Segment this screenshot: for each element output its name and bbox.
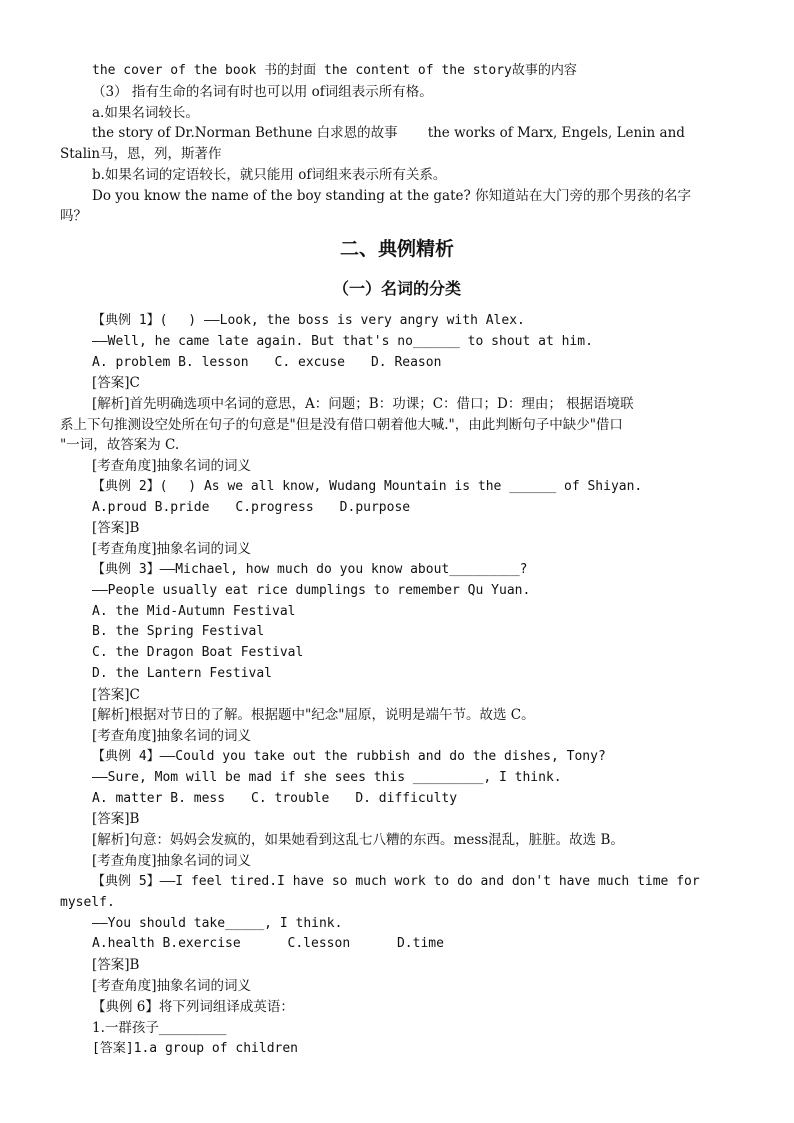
text-line: Do you know the name of the boy standing at the gate? 你知道站在大门旁的那个男孩的名字 (92, 188, 692, 204)
example-explanation: "一词，故答案为 C. (60, 437, 180, 453)
example-angle: [考查角度]抽象名词的词义 (92, 541, 252, 557)
example-option: C. the Dragon Boat Festival (92, 645, 304, 660)
example-dialogue: ——People usually eat rice dumplings to remember Qu Yuan. (92, 583, 531, 598)
example-answer: [答案]C (92, 687, 140, 703)
example-question: 【典例 2】( ) As we all know, Wudang Mountain is the ______ of Shiyan. (92, 479, 643, 494)
example-dialogue: ——Well, he came late again. But that's no______ to shout at him. (92, 334, 593, 349)
example-answer: [答案]B (92, 957, 140, 973)
example-explanation: 系上下句推测设空处所在句子的句意是"但是没有借口朝着他大喊."，由此判断句子中缺少"借口 (60, 417, 623, 433)
example-answer: [答案]B (92, 811, 140, 827)
example-answer: [答案]1.a group of children (92, 1041, 299, 1056)
example-question: 【典例 3】——Michael, how much do you know about_________? (92, 562, 528, 577)
example-options: A. problem B. lesson C. excuse D. Reason (92, 355, 442, 370)
text-line: the cover of the book 书的封面 the content of the story故事的内容 (92, 63, 577, 78)
example-explanation: [解析]句意：妈妈会发疯的，如果她看到这乱七八糟的东西。mess混乱，脏脏。故选 B。 (92, 832, 624, 848)
text-line: a.如果名词较长。 (92, 105, 199, 121)
example-question: myself. (60, 895, 115, 910)
example-angle: [考查角度]抽象名词的词义 (92, 458, 252, 474)
text-line: 吗？ (60, 208, 87, 224)
section-title: 二、典例精析 (339, 238, 454, 260)
example-question: 1.一群孩子__________ (92, 1020, 227, 1036)
example-option: D. the Lantern Festival (92, 666, 273, 681)
text-segment: the works of Marx, Engels, Lenin and (427, 125, 685, 141)
example-question: 【典例 6】将下列词组译成英语： (92, 999, 294, 1015)
example-options: A. matter B. mess C. trouble D. difficulty (92, 791, 458, 806)
example-angle: [考查角度]抽象名词的词义 (92, 728, 252, 744)
example-options: A.proud B.pride C.progress D.purpose (92, 500, 411, 515)
text-line (0, 123, 794, 143)
example-answer: [答案]C (92, 375, 140, 391)
example-answer: [答案]B (92, 520, 140, 536)
text-line: Stalin马，恩，列，斯著作 (60, 146, 222, 162)
example-dialogue: ——You should take_____, I think. (92, 916, 343, 931)
text-line: b.如果名词的定语较长，就只能用 of词组来表示所有关系。 (92, 167, 447, 183)
example-question: 【典例 5】——I feel tired.I have so much work to do and don't have much time for (92, 874, 700, 889)
example-question: 【典例 1】( ) ——Look, the boss is very angry with Alex. (92, 313, 525, 328)
example-option: B. the Spring Festival (92, 624, 265, 639)
example-options: A.health B.exercise C.lesson D.time (92, 936, 444, 951)
example-angle: [考查角度]抽象名词的词义 (92, 978, 252, 994)
text-line: （3） 指有生命的名词有时也可以用 of词组表示所有格。 (92, 84, 433, 100)
subsection-title: （一）名词的分类 (332, 279, 461, 298)
example-explanation: [解析]根据对节日的了解。根据题中"纪念"屈原，说明是端午节。故选 C。 (92, 707, 535, 723)
example-option: A. the Mid-Autumn Festival (92, 604, 296, 619)
example-dialogue: ——Sure, Mom will be mad if she sees this _________, I think. (92, 770, 562, 785)
example-question: 【典例 4】——Could you take out the rubbish and do the dishes, Tony? (92, 749, 606, 764)
text-segment: the story of Dr.Norman Bethune 白求恩的故事 (92, 125, 398, 141)
example-angle: [考查角度]抽象名词的词义 (92, 853, 252, 869)
example-explanation: [解析]首先明确选项中名词的意思，A：问题；B：功课；C：借口；D：理由； 根据语境联 (92, 396, 634, 412)
